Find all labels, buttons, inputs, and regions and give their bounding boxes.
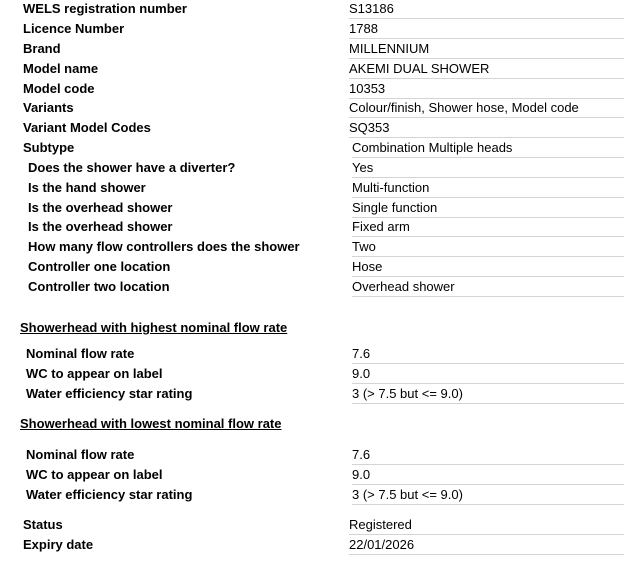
detail-row-variants — [0, 99, 624, 119]
subtype-label: How many flow controllers does the shower — [28, 239, 300, 254]
expiry-date-row — [0, 536, 624, 556]
detail-row-model-code — [0, 80, 624, 100]
detail-value: 10353 — [349, 80, 624, 99]
subtype-value: Overhead shower — [352, 278, 624, 297]
highest-value: 9.0 — [352, 365, 624, 384]
detail-label: WELS registration number — [23, 1, 187, 16]
subtype-value: Two — [352, 238, 624, 257]
subtype-row-controller-one — [0, 258, 624, 278]
detail-row-subtype — [0, 139, 624, 159]
status-row — [0, 516, 624, 536]
subtype-label: Is the hand shower — [28, 180, 146, 195]
highest-label: Water efficiency star rating — [26, 386, 193, 401]
lowest-label: Water efficiency star rating — [26, 487, 193, 502]
lowest-row-nominal-flow — [0, 446, 624, 466]
detail-label: Variants — [23, 100, 74, 115]
highest-value: 7.6 — [352, 345, 624, 364]
subtype-label: Controller two location — [28, 279, 170, 294]
lowest-label: Nominal flow rate — [26, 447, 135, 462]
detail-row-model-name — [0, 60, 624, 80]
detail-label: Variant Model Codes — [23, 120, 151, 135]
highest-row-nominal-flow — [0, 345, 624, 365]
lowest-label: WC to appear on label — [26, 467, 163, 482]
detail-value: Colour/finish, Shower hose, Model code — [349, 99, 624, 118]
subtype-value: Hose — [352, 258, 624, 277]
detail-value: 1788 — [349, 20, 624, 39]
subtype-row-hand-shower — [0, 179, 624, 199]
detail-label: Brand — [23, 41, 61, 56]
detail-row-licence-number — [0, 20, 624, 40]
highest-row-wc-label — [0, 365, 624, 385]
expiry-date-label: Expiry date — [23, 537, 94, 552]
subtype-value: Single function — [352, 199, 624, 218]
status-label: Status — [23, 517, 63, 532]
subtype-value: Yes — [352, 159, 624, 178]
lowest-row-star-rating — [0, 486, 624, 506]
lowest-value: 9.0 — [352, 466, 624, 485]
detail-value: AKEMI DUAL SHOWER — [349, 60, 624, 79]
highest-label: Nominal flow rate — [26, 346, 135, 361]
detail-row-brand — [0, 40, 624, 60]
highest-row-star-rating — [0, 385, 624, 405]
subtype-row-flow-controllers — [0, 238, 624, 258]
detail-value: SQ353 — [349, 119, 624, 138]
detail-label: Model name — [23, 61, 99, 76]
expiry-date-value: 22/01/2026 — [349, 536, 624, 555]
subtype-label: Controller one location — [28, 259, 171, 274]
detail-label: Licence Number — [23, 21, 125, 36]
subtype-row-overhead-shower-arm — [0, 218, 624, 238]
lowest-row-wc-label — [0, 466, 624, 486]
highest-label: WC to appear on label — [26, 366, 163, 381]
detail-value: MILLENNIUM — [349, 40, 624, 59]
detail-row-variant-model-codes — [0, 119, 624, 139]
highest-value: 3 (> 7.5 but <= 9.0) — [352, 385, 624, 404]
detail-value: Combination Multiple heads — [352, 139, 624, 158]
detail-label: Model code — [23, 81, 95, 96]
detail-value: S13186 — [349, 0, 624, 19]
subtype-value: Fixed arm — [352, 218, 624, 237]
subtype-label: Does the shower have a diverter? — [28, 160, 236, 175]
detail-label: Subtype — [23, 140, 75, 155]
subtype-row-diverter — [0, 159, 624, 179]
lowest-value: 3 (> 7.5 but <= 9.0) — [352, 486, 624, 505]
detail-row-wels-registration — [0, 0, 624, 20]
section-heading-highest-flow: Showerhead with highest nominal flow rate — [20, 320, 288, 335]
subtype-label: Is the overhead shower — [28, 219, 173, 234]
status-value: Registered — [349, 516, 624, 535]
subtype-value: Multi-function — [352, 179, 624, 198]
subtype-row-controller-two — [0, 278, 624, 298]
subtype-row-overhead-shower-function — [0, 199, 624, 219]
subtype-label: Is the overhead shower — [28, 200, 173, 215]
section-heading-lowest-flow: Showerhead with lowest nominal flow rate — [20, 416, 282, 431]
lowest-value: 7.6 — [352, 446, 624, 465]
